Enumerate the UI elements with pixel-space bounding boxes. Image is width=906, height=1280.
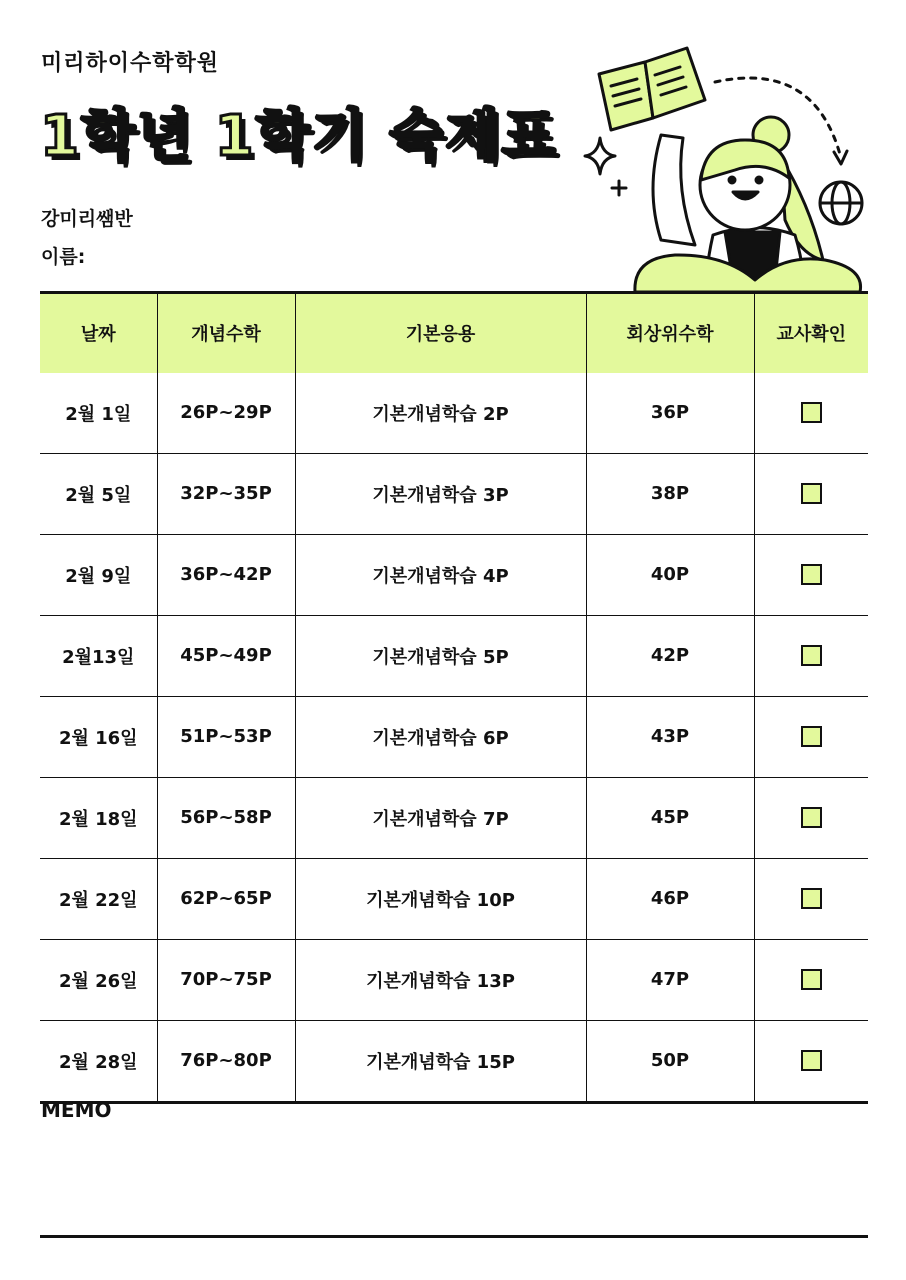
teacher-check-cell xyxy=(754,858,868,939)
basic-application-cell: 기본개념학습 7P xyxy=(295,777,586,858)
teacher-check-checkbox[interactable] xyxy=(801,888,822,909)
table-row xyxy=(40,939,868,1020)
student-name-label: 이름: xyxy=(41,246,86,268)
globe-icon xyxy=(820,182,862,224)
basic-application-cell: 기본개념학습 10P xyxy=(295,858,586,939)
class-name: 강미리쌤반 xyxy=(41,208,133,230)
teacher-check-cell xyxy=(754,777,868,858)
column-header-teacher-check: 교사확인 xyxy=(754,293,868,373)
sparkle-icon xyxy=(585,138,615,174)
teacher-check-checkbox[interactable] xyxy=(801,564,822,585)
basic-application-cell: 기본개념학습 15P xyxy=(295,1020,586,1102)
teacher-check-cell xyxy=(754,939,868,1020)
date-cell: 2월 16일 xyxy=(40,696,157,777)
open-book-icon xyxy=(599,48,705,130)
teacher-check-checkbox[interactable] xyxy=(801,483,822,504)
table-row xyxy=(40,453,868,534)
bottom-divider xyxy=(40,1235,868,1238)
advanced-math-cell: 42P xyxy=(586,615,754,696)
homework-table xyxy=(40,291,868,1104)
column-header-advanced-math: 회상위수학 xyxy=(586,293,754,373)
column-header-concept-math: 개념수학 xyxy=(157,293,295,373)
student-character-icon xyxy=(575,40,875,292)
advanced-math-cell: 43P xyxy=(586,696,754,777)
table-row xyxy=(40,1020,868,1102)
teacher-check-cell xyxy=(754,615,868,696)
concept-math-cell: 70P~75P xyxy=(157,939,295,1020)
date-cell: 2월 26일 xyxy=(40,939,157,1020)
plus-icon xyxy=(612,181,626,195)
concept-math-cell: 51P~53P xyxy=(157,696,295,777)
concept-math-cell: 32P~35P xyxy=(157,453,295,534)
teacher-check-cell xyxy=(754,1020,868,1102)
academy-name: 미리하이수학학원 xyxy=(41,51,220,76)
advanced-math-cell: 40P xyxy=(586,534,754,615)
teacher-check-checkbox[interactable] xyxy=(801,807,822,828)
advanced-math-cell: 36P xyxy=(586,373,754,454)
advanced-math-cell: 47P xyxy=(586,939,754,1020)
teacher-check-cell xyxy=(754,696,868,777)
teacher-check-checkbox[interactable] xyxy=(801,402,822,423)
basic-application-cell: 기본개념학습 13P xyxy=(295,939,586,1020)
basic-application-cell: 기본개념학습 6P xyxy=(295,696,586,777)
date-cell: 2월 1일 xyxy=(40,373,157,454)
table-header-row xyxy=(40,293,868,373)
teacher-check-cell xyxy=(754,453,868,534)
memo-area[interactable] xyxy=(40,1130,868,1234)
teacher-check-cell xyxy=(754,373,868,454)
teacher-check-checkbox[interactable] xyxy=(801,969,822,990)
concept-math-cell: 56P~58P xyxy=(157,777,295,858)
concept-math-cell: 62P~65P xyxy=(157,858,295,939)
concept-math-cell: 45P~49P xyxy=(157,615,295,696)
advanced-math-cell: 45P xyxy=(586,777,754,858)
basic-application-cell: 기본개념학습 5P xyxy=(295,615,586,696)
table-row xyxy=(40,696,868,777)
column-header-basic-application: 기본응용 xyxy=(295,293,586,373)
basic-application-cell: 기본개념학습 3P xyxy=(295,453,586,534)
table-row xyxy=(40,615,868,696)
date-cell: 2월 5일 xyxy=(40,453,157,534)
date-cell: 2월13일 xyxy=(40,615,157,696)
basic-application-cell: 기본개념학습 4P xyxy=(295,534,586,615)
teacher-check-checkbox[interactable] xyxy=(801,726,822,747)
teacher-check-checkbox[interactable] xyxy=(801,1050,822,1071)
advanced-math-cell: 50P xyxy=(586,1020,754,1102)
date-cell: 2월 28일 xyxy=(40,1020,157,1102)
concept-math-cell: 26P~29P xyxy=(157,373,295,454)
column-header-date: 날짜 xyxy=(40,293,157,373)
concept-math-cell: 36P~42P xyxy=(157,534,295,615)
date-cell: 2월 9일 xyxy=(40,534,157,615)
table-row xyxy=(40,534,868,615)
date-cell: 2월 22일 xyxy=(40,858,157,939)
teacher-check-cell xyxy=(754,534,868,615)
advanced-math-cell: 38P xyxy=(586,453,754,534)
memo-label: MEMO xyxy=(41,1098,112,1122)
advanced-math-cell: 46P xyxy=(586,858,754,939)
table-row xyxy=(40,858,868,939)
table-row xyxy=(40,777,868,858)
page-title: 1학년 1학기 숙제표 xyxy=(40,104,558,169)
concept-math-cell: 76P~80P xyxy=(157,1020,295,1102)
basic-application-cell: 기본개념학습 2P xyxy=(295,373,586,454)
table-row xyxy=(40,373,868,454)
date-cell: 2월 18일 xyxy=(40,777,157,858)
teacher-check-checkbox[interactable] xyxy=(801,645,822,666)
